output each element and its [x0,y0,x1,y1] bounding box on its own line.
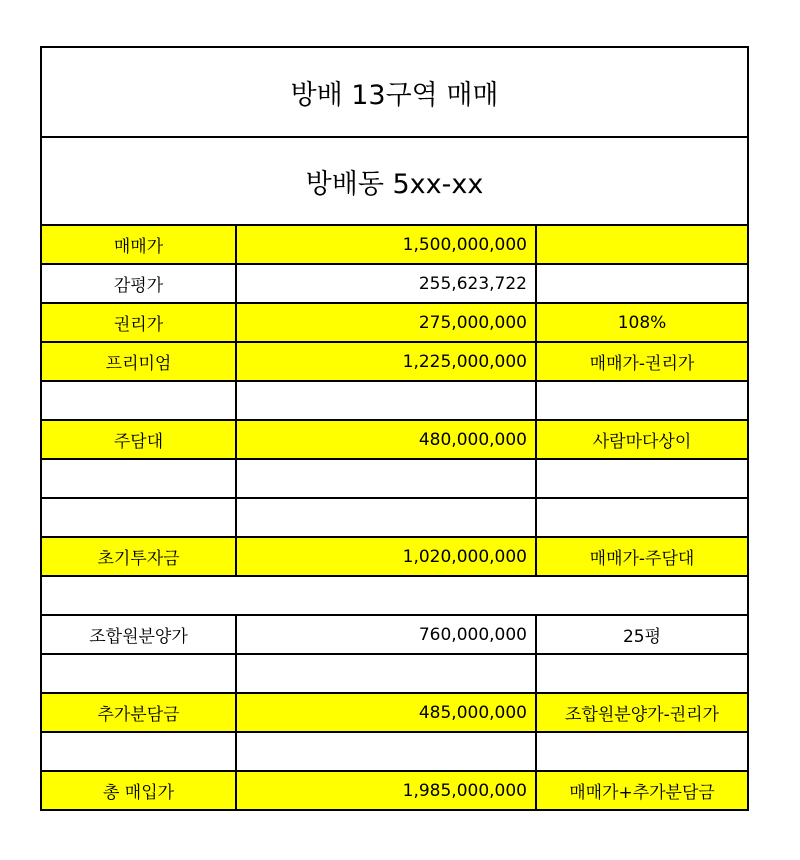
table-row [42,226,747,265]
address-cell[interactable]: 방배동 5xx-xx [42,138,747,226]
row-label-cell[interactable] [42,655,237,692]
row-label-cell[interactable]: 총 매입가 [42,772,237,809]
table-row [42,772,747,809]
row-value-cell[interactable]: 1,985,000,000 [237,772,537,809]
row-note-cell[interactable] [537,382,747,419]
row-note-cell[interactable]: 매매가-주담대 [537,538,747,575]
row-note-cell[interactable] [537,265,747,302]
table-row [42,343,747,382]
table-row [42,733,747,772]
row-note-cell[interactable] [537,733,747,770]
row-label-cell[interactable]: 추가분담금 [42,694,237,731]
row-label-cell[interactable]: 초기투자금 [42,538,237,575]
row-label-cell[interactable] [42,382,237,419]
spreadsheet-table [40,46,749,811]
row-note-cell[interactable] [537,655,747,692]
row-label-cell[interactable]: 매매가 [42,226,237,263]
row-label-cell[interactable]: 조합원분양가 [42,616,237,653]
row-note-cell[interactable] [537,499,747,536]
row-value-cell[interactable]: 275,000,000 [237,304,537,341]
data-rows [42,226,747,809]
table-row [42,304,747,343]
row-value-cell[interactable] [237,499,537,536]
table-row [42,694,747,733]
row-label-cell[interactable] [42,733,237,770]
row-value-cell[interactable] [237,733,537,770]
row-note-cell[interactable]: 사람마다상이 [537,421,747,458]
row-label-cell[interactable]: 권리가 [42,304,237,341]
row-label-cell[interactable] [42,460,237,497]
row-note-cell[interactable]: 108% [537,304,747,341]
table-row [42,382,747,421]
row-label-cell[interactable]: 프리미엄 [42,343,237,380]
row-value-cell[interactable] [237,655,537,692]
table-row [42,265,747,304]
row-value-cell[interactable]: 485,000,000 [237,694,537,731]
row-value-cell[interactable]: 1,500,000,000 [237,226,537,263]
row-value-cell[interactable]: 480,000,000 [237,421,537,458]
row-note-cell[interactable]: 매매가+추가분담금 [537,772,747,809]
row-value-cell[interactable] [237,460,537,497]
row-note-cell[interactable]: 조합원분양가-권리가 [537,694,747,731]
table-row [42,616,747,655]
row-value-cell[interactable]: 1,020,000,000 [237,538,537,575]
row-note-cell[interactable] [537,226,747,263]
row-value-cell[interactable]: 760,000,000 [237,616,537,653]
row-value-cell[interactable]: 255,623,722 [237,265,537,302]
row-label-cell[interactable] [42,499,237,536]
row-note-cell[interactable] [537,460,747,497]
table-row [42,499,747,538]
merged-cell[interactable] [42,577,747,614]
table-row [42,421,747,460]
table-row [42,538,747,577]
table-row [42,460,747,499]
row-value-cell[interactable]: 1,225,000,000 [237,343,537,380]
row-label-cell[interactable]: 감평가 [42,265,237,302]
row-note-cell[interactable]: 25평 [622,627,662,647]
table-row [42,655,747,694]
row-note-cell[interactable]: 매매가-권리가 [537,343,747,380]
table-row [42,577,747,616]
row-value-cell[interactable] [237,382,537,419]
row-label-cell[interactable]: 주담대 [42,421,237,458]
sheet-title[interactable]: 방배 13구역 매매 [42,48,747,138]
